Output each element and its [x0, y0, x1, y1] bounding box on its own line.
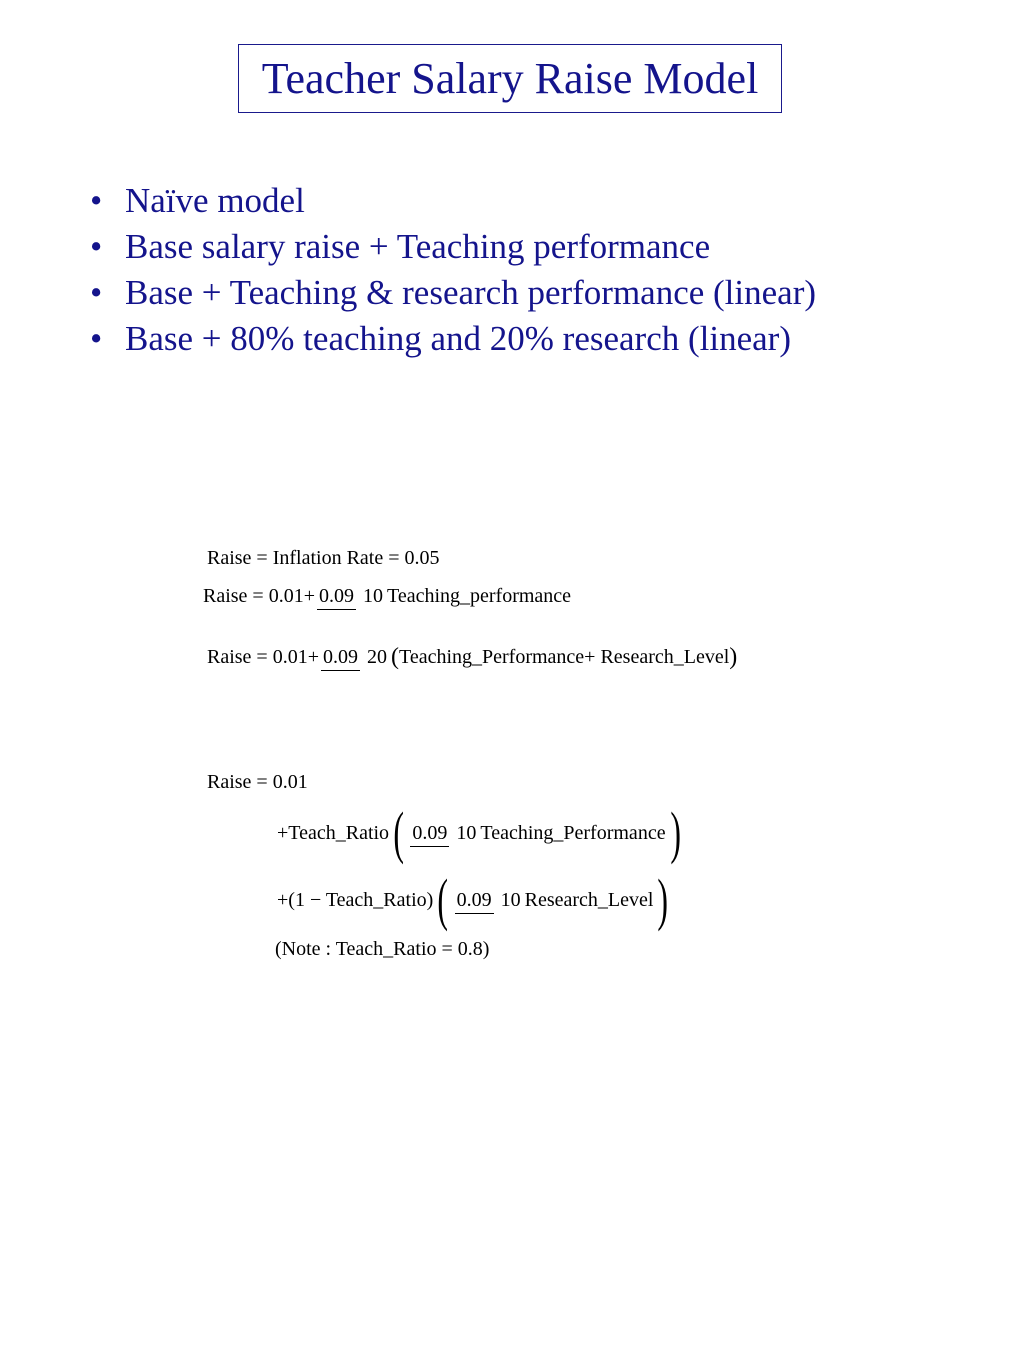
bullet-list: [90, 178, 816, 362]
equation-text: Raise = Inflation Rate = 0.05: [207, 547, 440, 569]
fraction-denominator: 20: [367, 646, 387, 668]
equation-lhs: Raise = 0.01+: [203, 585, 315, 607]
bullet-dot: •: [90, 273, 103, 312]
bullet-dot: •: [90, 319, 103, 358]
equation-rhs: Teaching_performance: [387, 585, 572, 607]
equation-weighted-line2: [277, 800, 685, 865]
equation-term: Research_Level: [524, 889, 654, 911]
fraction-numerator: 0.09: [317, 586, 356, 610]
equation-weighted-line1: [207, 772, 308, 792]
open-paren: (: [391, 644, 399, 670]
fraction: [410, 819, 478, 847]
fraction: [317, 582, 385, 610]
equation-naive: [207, 548, 440, 568]
fraction: [455, 886, 523, 914]
bullet-text: Base salary raise + Teaching performance: [125, 227, 711, 266]
close-paren: ): [729, 644, 738, 670]
equation-lhs: Raise = 0.01+: [207, 646, 319, 668]
fraction-numerator: 0.09: [321, 647, 360, 671]
bullet-item: [90, 316, 816, 362]
equation-teaching-research: [207, 643, 737, 671]
title-box: [238, 44, 782, 113]
equation-rhs: Teaching_Performance+ Research_Level: [399, 646, 730, 668]
equation-text: Raise = 0.01: [207, 771, 308, 793]
fraction-denominator: 10: [363, 585, 383, 607]
fraction-numerator: 0.09: [410, 823, 449, 847]
equation-weighted-line3: [277, 867, 673, 932]
bullet-item: [90, 224, 816, 270]
fraction-denominator: 10: [456, 822, 477, 844]
equation-prefix: +(1 − Teach_Ratio): [277, 889, 434, 911]
fraction-denominator: 10: [500, 889, 521, 911]
equation-term: Teaching_Performance: [480, 822, 666, 844]
equation-teaching: [203, 582, 571, 610]
bullet-dot: •: [90, 181, 103, 220]
bullet-text: Base + Teaching & research performance (linear): [125, 273, 817, 312]
open-big-paren: (: [393, 800, 405, 865]
equation-note: [275, 939, 489, 959]
note-text: (Note : Teach_Ratio = 0.8): [275, 938, 490, 960]
close-big-paren: ): [669, 800, 681, 865]
equation-prefix: +Teach_Ratio: [277, 822, 390, 844]
bullet-dot: •: [90, 227, 103, 266]
open-big-paren: (: [437, 867, 449, 932]
bullet-text: Base + 80% teaching and 20% research (linear): [125, 319, 791, 358]
fraction: [321, 643, 389, 671]
fraction-numerator: 0.09: [455, 890, 494, 914]
page-title: Teacher Salary Raise Model: [261, 54, 759, 103]
bullet-item: [90, 270, 816, 316]
bullet-text: Naïve model: [125, 181, 305, 220]
close-big-paren: ): [657, 867, 669, 932]
bullet-item: [90, 178, 816, 224]
